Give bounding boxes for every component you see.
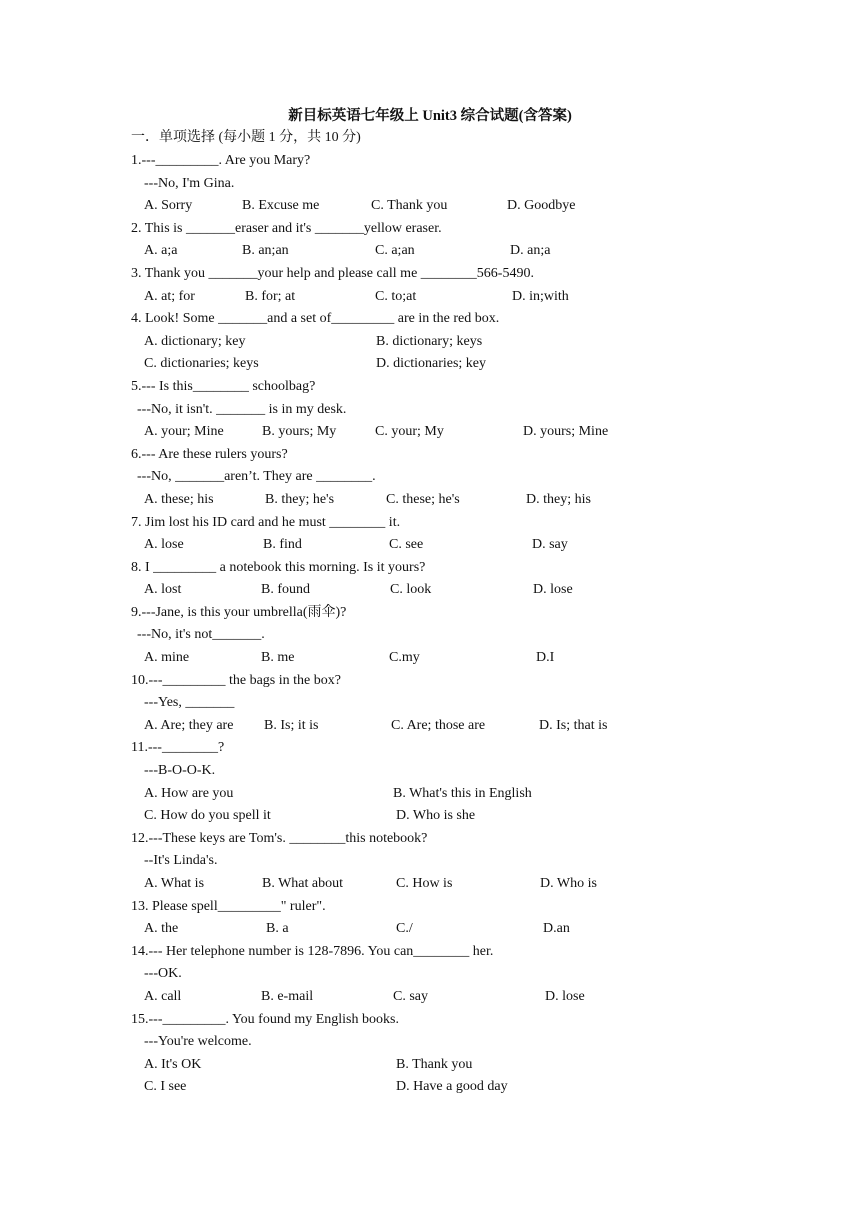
answer-option: D. dictionaries; key — [376, 356, 487, 372]
question-row — [0, 828, 860, 851]
question-row — [0, 218, 860, 241]
question-text: 1.---_________. Are you Mary? — [131, 153, 311, 168]
question-text: 6.--- Are these rulers yours? — [131, 446, 288, 462]
question-row — [0, 1009, 860, 1032]
options-row — [0, 353, 860, 376]
answer-option: B. a — [266, 921, 289, 937]
options-row — [0, 489, 860, 512]
answer-option: D.an — [543, 921, 570, 937]
answer-option: B. Excuse me — [242, 198, 320, 214]
answer-option: A. the — [144, 921, 179, 937]
question-text: 13. Please spell_________" ruler". — [131, 898, 326, 914]
answer-option: C. these; he's — [386, 491, 460, 507]
options-row — [0, 1054, 860, 1077]
answer-option: B. for; at — [245, 288, 296, 304]
question-text: 12.---These keys are Tom's. ________this notebook? — [131, 830, 428, 846]
answer-option: C. your; My — [375, 424, 444, 440]
response-text: ---Yes, _______ — [144, 695, 235, 711]
options-row — [0, 805, 860, 828]
options-row — [0, 240, 860, 263]
question-text: 14.--- Her telephone number is 128-7896. You can________ her. — [131, 943, 494, 959]
response-text: ---You're welcome. — [144, 1034, 252, 1050]
answer-option: B. dictionary; keys — [376, 333, 483, 349]
options-row — [0, 783, 860, 806]
question-row — [0, 670, 860, 693]
answer-option: B. find — [263, 537, 302, 553]
question-text: 9.---Jane, is this your umbrella(雨伞)? — [131, 604, 347, 620]
question-text: 2. This is _______eraser and it's _______yellow eraser. — [131, 220, 442, 236]
response-row — [0, 624, 860, 647]
answer-option: A. lost — [144, 582, 182, 598]
answer-option: B. yours; My — [262, 424, 337, 440]
options-row — [0, 579, 860, 602]
options-row — [0, 331, 860, 354]
answer-option: A. Sorry — [144, 198, 193, 214]
answer-option: D. Is; that is — [539, 717, 608, 733]
options-row — [0, 986, 860, 1009]
answer-option: D. say — [532, 537, 568, 553]
answer-option: C. to;at — [375, 288, 417, 304]
question-text: 3. Thank you _______your help and please call me ________566-5490. — [131, 265, 534, 281]
answer-option: C. I see — [144, 1079, 187, 1095]
answer-option: C./ — [396, 921, 413, 937]
answer-option: D. yours; Mine — [523, 424, 609, 440]
answer-option: D. lose — [533, 582, 573, 598]
question-text: 4. Look! Some _______and a set of_________ are in the red box. — [131, 311, 500, 327]
answer-option: D. Have a good day — [396, 1079, 508, 1095]
answer-option: C. see — [389, 537, 424, 553]
answer-option: C. dictionaries; keys — [144, 356, 259, 372]
answer-option: D.I — [536, 650, 555, 666]
response-text: ---OK. — [144, 966, 182, 982]
options-row — [0, 534, 860, 557]
answer-option: B. me — [261, 650, 295, 666]
answer-option: A. call — [144, 988, 182, 1004]
answer-option: D. lose — [545, 988, 585, 1004]
options-row — [0, 647, 860, 670]
answer-option: C. say — [393, 988, 428, 1004]
answer-option: A. at; for — [144, 288, 195, 304]
options-row — [0, 286, 860, 309]
answer-option: C. a;an — [375, 243, 415, 259]
options-row — [0, 873, 860, 896]
question-row — [0, 376, 860, 399]
question-row — [0, 263, 860, 286]
answer-option: B. What about — [262, 876, 344, 891]
options-row — [0, 421, 860, 444]
question-text: 15.---_________. You found my English books. — [131, 1011, 399, 1027]
answer-option: C. look — [390, 582, 432, 598]
question-row — [0, 737, 860, 760]
answer-option: A. What is — [144, 876, 205, 891]
section-heading: 一．单项选择 (每小题 1 分，共 10 分) — [131, 130, 361, 145]
answer-option: B. e-mail — [261, 988, 314, 1004]
answer-option: D. they; his — [526, 491, 591, 507]
answer-option: C. How do you spell it — [144, 808, 271, 824]
answer-option: B. found — [261, 582, 310, 598]
answer-option: B. Is; it is — [264, 717, 319, 733]
answer-option: C.my — [389, 650, 420, 666]
question-text: 8. I _________ a notebook this morning. Is it yours? — [131, 559, 426, 575]
response-row — [0, 760, 860, 783]
question-row — [0, 150, 860, 173]
answer-option: A. How are you — [144, 785, 234, 801]
answer-option: C. How is — [396, 876, 453, 891]
options-row — [0, 918, 860, 941]
response-text: ---No, I'm Gina. — [144, 175, 235, 191]
question-row — [0, 444, 860, 467]
answer-option: D. in;with — [512, 288, 569, 304]
answer-option: A. dictionary; key — [144, 333, 246, 349]
question-row — [0, 941, 860, 964]
question-text: 7. Jim lost his ID card and he must ________ it. — [131, 514, 401, 530]
response-text: ---No, it isn't. _______ is in my desk. — [137, 401, 347, 417]
answer-option: A. your; Mine — [144, 424, 224, 440]
answer-option: B. Thank you — [396, 1056, 473, 1072]
question-row — [0, 308, 860, 331]
question-row — [0, 557, 860, 580]
page-title: 新目标英语七年级上 Unit3 综合试题(含答案) — [288, 108, 572, 124]
question-row — [0, 512, 860, 535]
answer-option: C. Are; those are — [391, 717, 486, 733]
response-row — [0, 850, 860, 873]
question-row — [0, 602, 860, 625]
answer-option: A. Are; they are — [144, 717, 234, 733]
question-text: 10.---_________ the bags in the box? — [131, 672, 341, 688]
response-text: ---B-O-O-K. — [144, 763, 216, 779]
answer-option: C. Thank you — [371, 198, 448, 214]
response-row — [0, 692, 860, 715]
response-row — [0, 963, 860, 986]
response-text: --It's Linda's. — [144, 853, 218, 869]
question-text: 11.---________? — [131, 740, 225, 756]
response-text: ---No, it's not_______. — [137, 627, 265, 643]
options-row — [0, 715, 860, 738]
answer-option: A. mine — [144, 650, 190, 666]
answer-option: A. lose — [144, 537, 184, 553]
answer-option: B. an;an — [242, 243, 289, 259]
options-row — [0, 195, 860, 218]
answer-option: B. they; he's — [265, 491, 335, 507]
question-list — [0, 150, 860, 1099]
answer-option: D. Who is she — [396, 808, 476, 824]
answer-option: A. a;a — [144, 243, 178, 259]
question-text: 5.--- Is this________ schoolbag? — [131, 378, 316, 394]
answer-option: D. Goodbye — [507, 198, 576, 214]
answer-option: B. What's this in English — [393, 785, 532, 801]
answer-option: D. Who is — [540, 876, 597, 891]
response-text: ---No, _______aren’t. They are ________. — [137, 469, 376, 485]
question-row — [0, 896, 860, 919]
answer-option: D. an;a — [510, 243, 551, 259]
answer-option: A. It's OK — [144, 1056, 202, 1072]
response-row — [0, 173, 860, 196]
response-row — [0, 1031, 860, 1054]
response-row — [0, 466, 860, 489]
answer-option: A. these; his — [144, 491, 214, 507]
response-row — [0, 399, 860, 422]
options-row — [0, 1076, 860, 1099]
